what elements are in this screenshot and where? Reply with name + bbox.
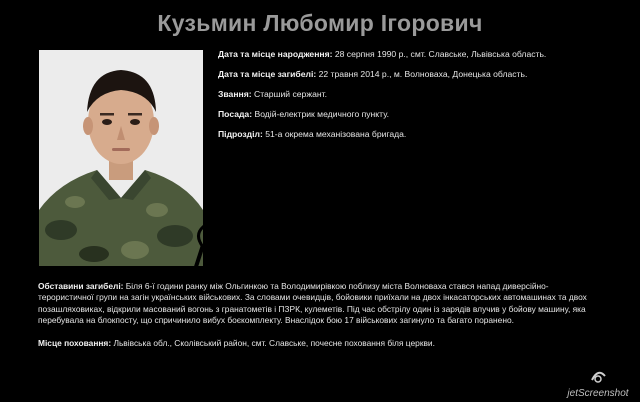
description — [38, 281, 604, 349]
fact-death — [218, 69, 628, 80]
facts-list — [218, 49, 628, 149]
fact-value: Водій-електрик медичного пункту. — [252, 109, 390, 119]
watermark-text: jetScreenshot — [567, 388, 629, 399]
circumstances-label: Обставини загибелі: — [38, 281, 124, 291]
page-title: Кузьмин Любомир Ігорович — [157, 10, 483, 36]
fact-label: Дата та місце народження: — [218, 49, 333, 59]
fact-birth — [218, 49, 628, 60]
circumstances-text: Біля 6-ї години ранку між Ольгинкою та Володимирівкою поблизу міста Волноваха стався напад диверсійно-терористичної групи на загін українських військових. За словами очевидців, бойовики приїхали на двох інкасаторських автомашинах та двох позашляховиках, відкрили масований вогонь з гранатометів і ПЗРК, кулеметів. Під час обстрілу один із зарядів влучив у бойову машину, яка перебувала на блокпосту, що спричинило вибух боєкомплекту. Внаслідок бою 17 військових загинуло та багато поранено. — [38, 281, 587, 326]
burial-paragraph — [38, 338, 604, 349]
fact-label: Звання: — [218, 89, 252, 99]
mourning-ribbon-icon — [190, 225, 216, 275]
burial-text: Львівська обл., Сколівський район, смт. Славське, почесне поховання біля церкви. — [111, 337, 435, 348]
fact-unit — [218, 129, 628, 140]
jetscreenshot-watermark — [566, 370, 630, 398]
fact-label: Дата та місце загибелі: — [218, 69, 317, 79]
fact-value: Старший сержант. — [251, 89, 327, 99]
fact-position — [218, 109, 628, 120]
fact-value: 51-а окрема механізована бригада. — [262, 129, 407, 139]
fact-label: Посада: — [218, 109, 253, 119]
jetscreenshot-logo-icon — [589, 370, 607, 384]
fact-value: 28 серпня 1990 р., смт. Славське, Львівська область. — [332, 49, 547, 59]
portrait-photo — [39, 50, 203, 266]
fact-rank — [218, 89, 628, 100]
circumstances-paragraph — [38, 281, 604, 327]
burial-label: Місце поховання: — [38, 337, 112, 348]
fact-value: 22 травня 2014 р., м. Волноваха, Донецька область. — [316, 69, 528, 79]
fact-label: Підрозділ: — [218, 129, 263, 139]
